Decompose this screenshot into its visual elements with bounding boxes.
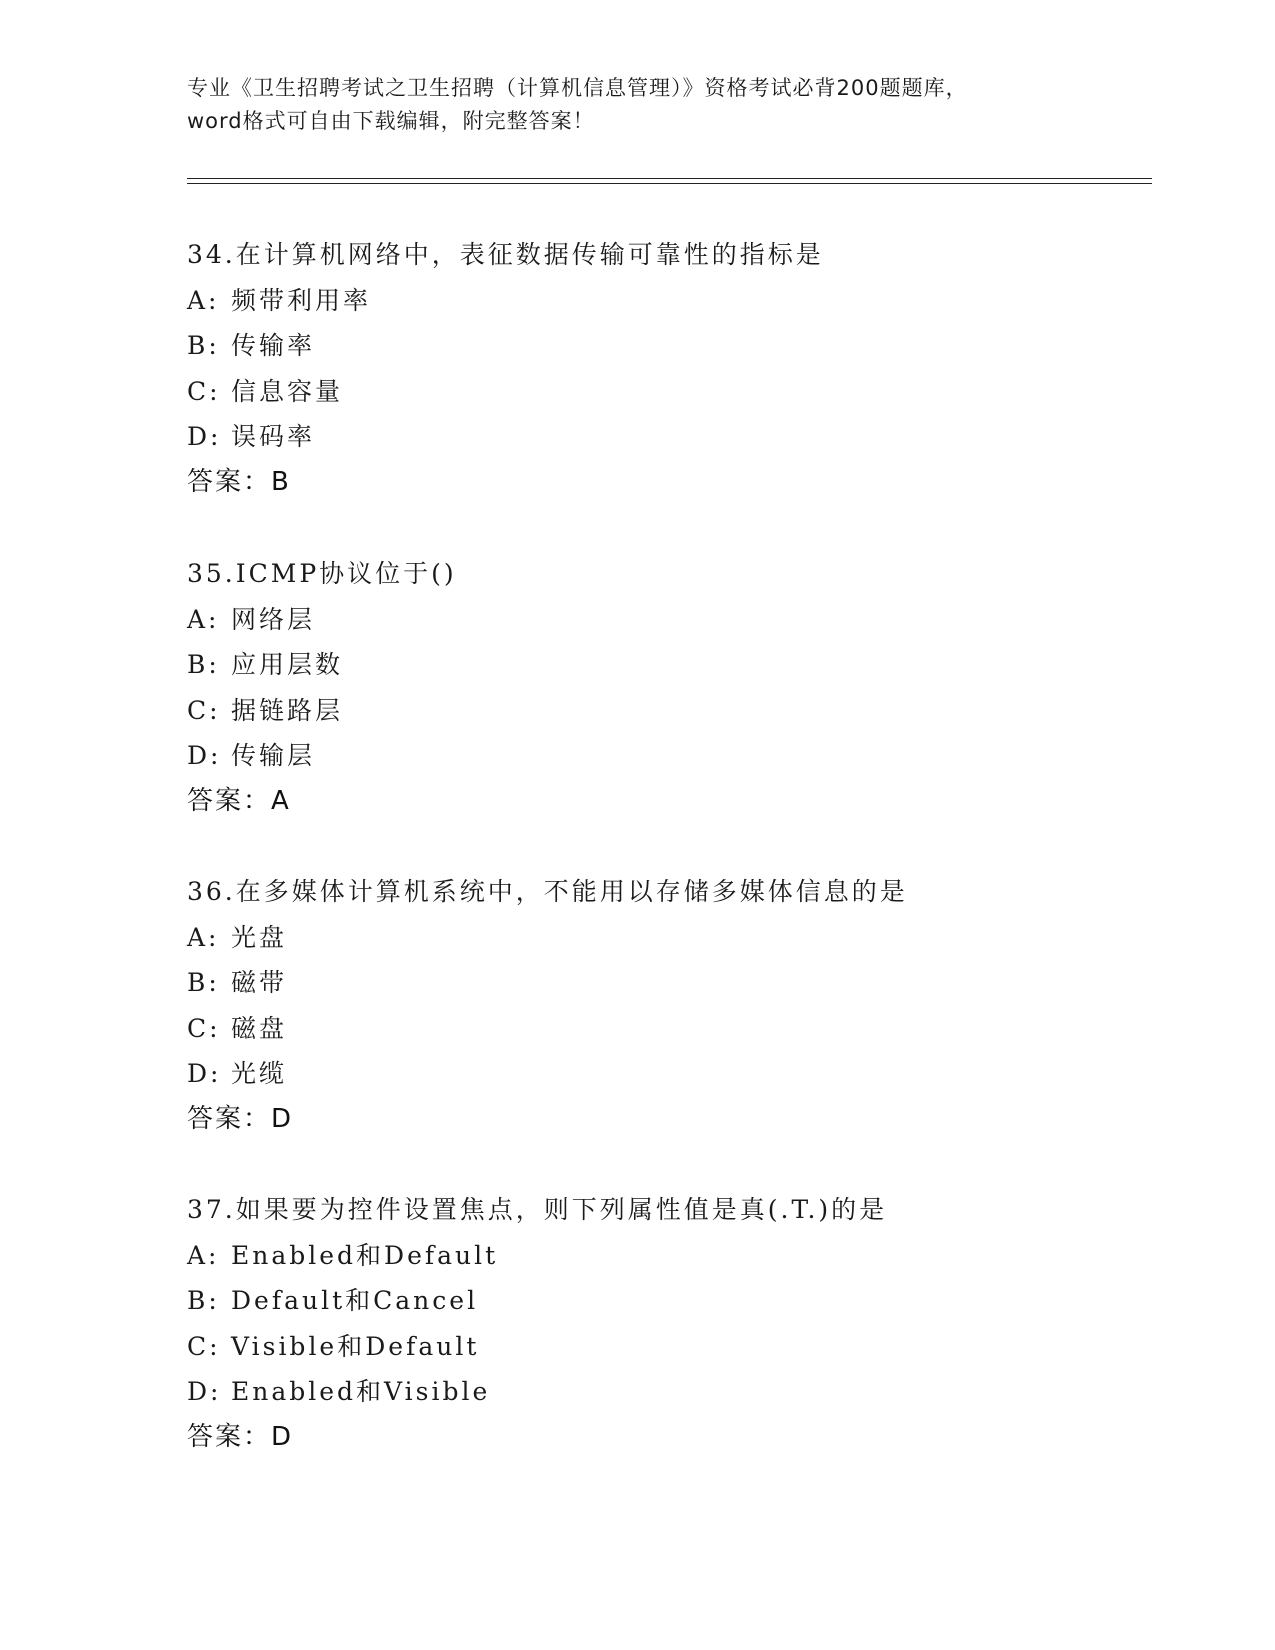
option-b <box>187 323 1137 369</box>
option-d <box>187 1369 1137 1415</box>
option-text: 网络层 <box>231 604 316 634</box>
option-a <box>187 597 1137 643</box>
option-c <box>187 1324 1137 1370</box>
option-text: 光缆 <box>231 1059 288 1088</box>
option-text: 传输层 <box>231 741 316 770</box>
option-text: 信息容量 <box>231 376 344 406</box>
option-text: 应用层数 <box>231 650 344 679</box>
question-stem: 37.如果要为控件设置焦点，则下列属性值是真(.T.)的是 <box>187 1195 888 1224</box>
option-d <box>187 733 1137 779</box>
option-text: Default和Cancel <box>231 1286 479 1315</box>
option-b <box>187 642 1137 688</box>
option-text: 据链路层 <box>231 695 344 725</box>
option-letter: C: <box>187 376 221 406</box>
option-letter: C: <box>187 1013 221 1043</box>
option-letter: D: <box>187 422 222 451</box>
option-letter: A: <box>187 604 220 634</box>
option-c <box>187 369 1137 415</box>
header-line-2: word格式可自由下载编辑，附完整答案！ <box>187 109 595 133</box>
option-a <box>187 278 1137 324</box>
answer-line: 答案：A <box>187 785 291 816</box>
option-text: Visible和Default <box>231 1331 480 1361</box>
option-text: 传输率 <box>231 331 316 360</box>
option-letter: A: <box>187 1240 220 1270</box>
option-text: 光盘 <box>231 922 288 952</box>
option-text: Enabled和Default <box>231 1240 499 1270</box>
option-letter: C: <box>187 1331 221 1361</box>
option-c <box>187 1006 1137 1052</box>
question-34 <box>187 232 1137 505</box>
option-text: 误码率 <box>231 422 316 451</box>
question-stem: 34.在计算机网络中，表征数据传输可靠性的指标是 <box>187 240 824 269</box>
question-35 <box>187 551 1137 824</box>
option-text: Enabled和Visible <box>231 1377 491 1406</box>
option-text: 磁盘 <box>231 1013 288 1043</box>
answer-line: 答案：D <box>187 1103 294 1134</box>
answer-line: 答案：B <box>187 466 291 497</box>
option-d <box>187 1051 1137 1097</box>
option-d <box>187 414 1137 460</box>
option-letter: B: <box>187 331 220 360</box>
option-letter: B: <box>187 968 220 997</box>
option-a <box>187 915 1137 961</box>
option-text: 磁带 <box>231 968 288 997</box>
option-b <box>187 960 1137 1006</box>
option-b <box>187 1278 1137 1324</box>
header-line-1: 专业《卫生招聘考试之卫生招聘（计算机信息管理）》资格考试必背200题题库， <box>187 76 968 100</box>
option-letter: A: <box>187 922 220 952</box>
option-letter: D: <box>187 741 222 770</box>
question-37 <box>187 1187 1137 1460</box>
option-letter: D: <box>187 1059 222 1088</box>
option-letter: B: <box>187 1286 220 1315</box>
option-c <box>187 688 1137 734</box>
option-letter: C: <box>187 695 221 725</box>
header-divider-top <box>187 178 1152 179</box>
option-a <box>187 1233 1137 1279</box>
option-letter: A: <box>187 285 220 315</box>
question-stem: 36.在多媒体计算机系统中，不能用以存储多媒体信息的是 <box>187 877 908 906</box>
option-letter: D: <box>187 1377 222 1406</box>
document-header <box>187 72 1087 138</box>
option-letter: B: <box>187 650 220 679</box>
header-divider-bottom <box>187 183 1152 184</box>
question-stem: 35.ICMP协议位于() <box>187 559 457 588</box>
question-36 <box>187 869 1137 1142</box>
answer-line: 答案：D <box>187 1421 294 1452</box>
option-text: 频带利用率 <box>231 285 372 315</box>
